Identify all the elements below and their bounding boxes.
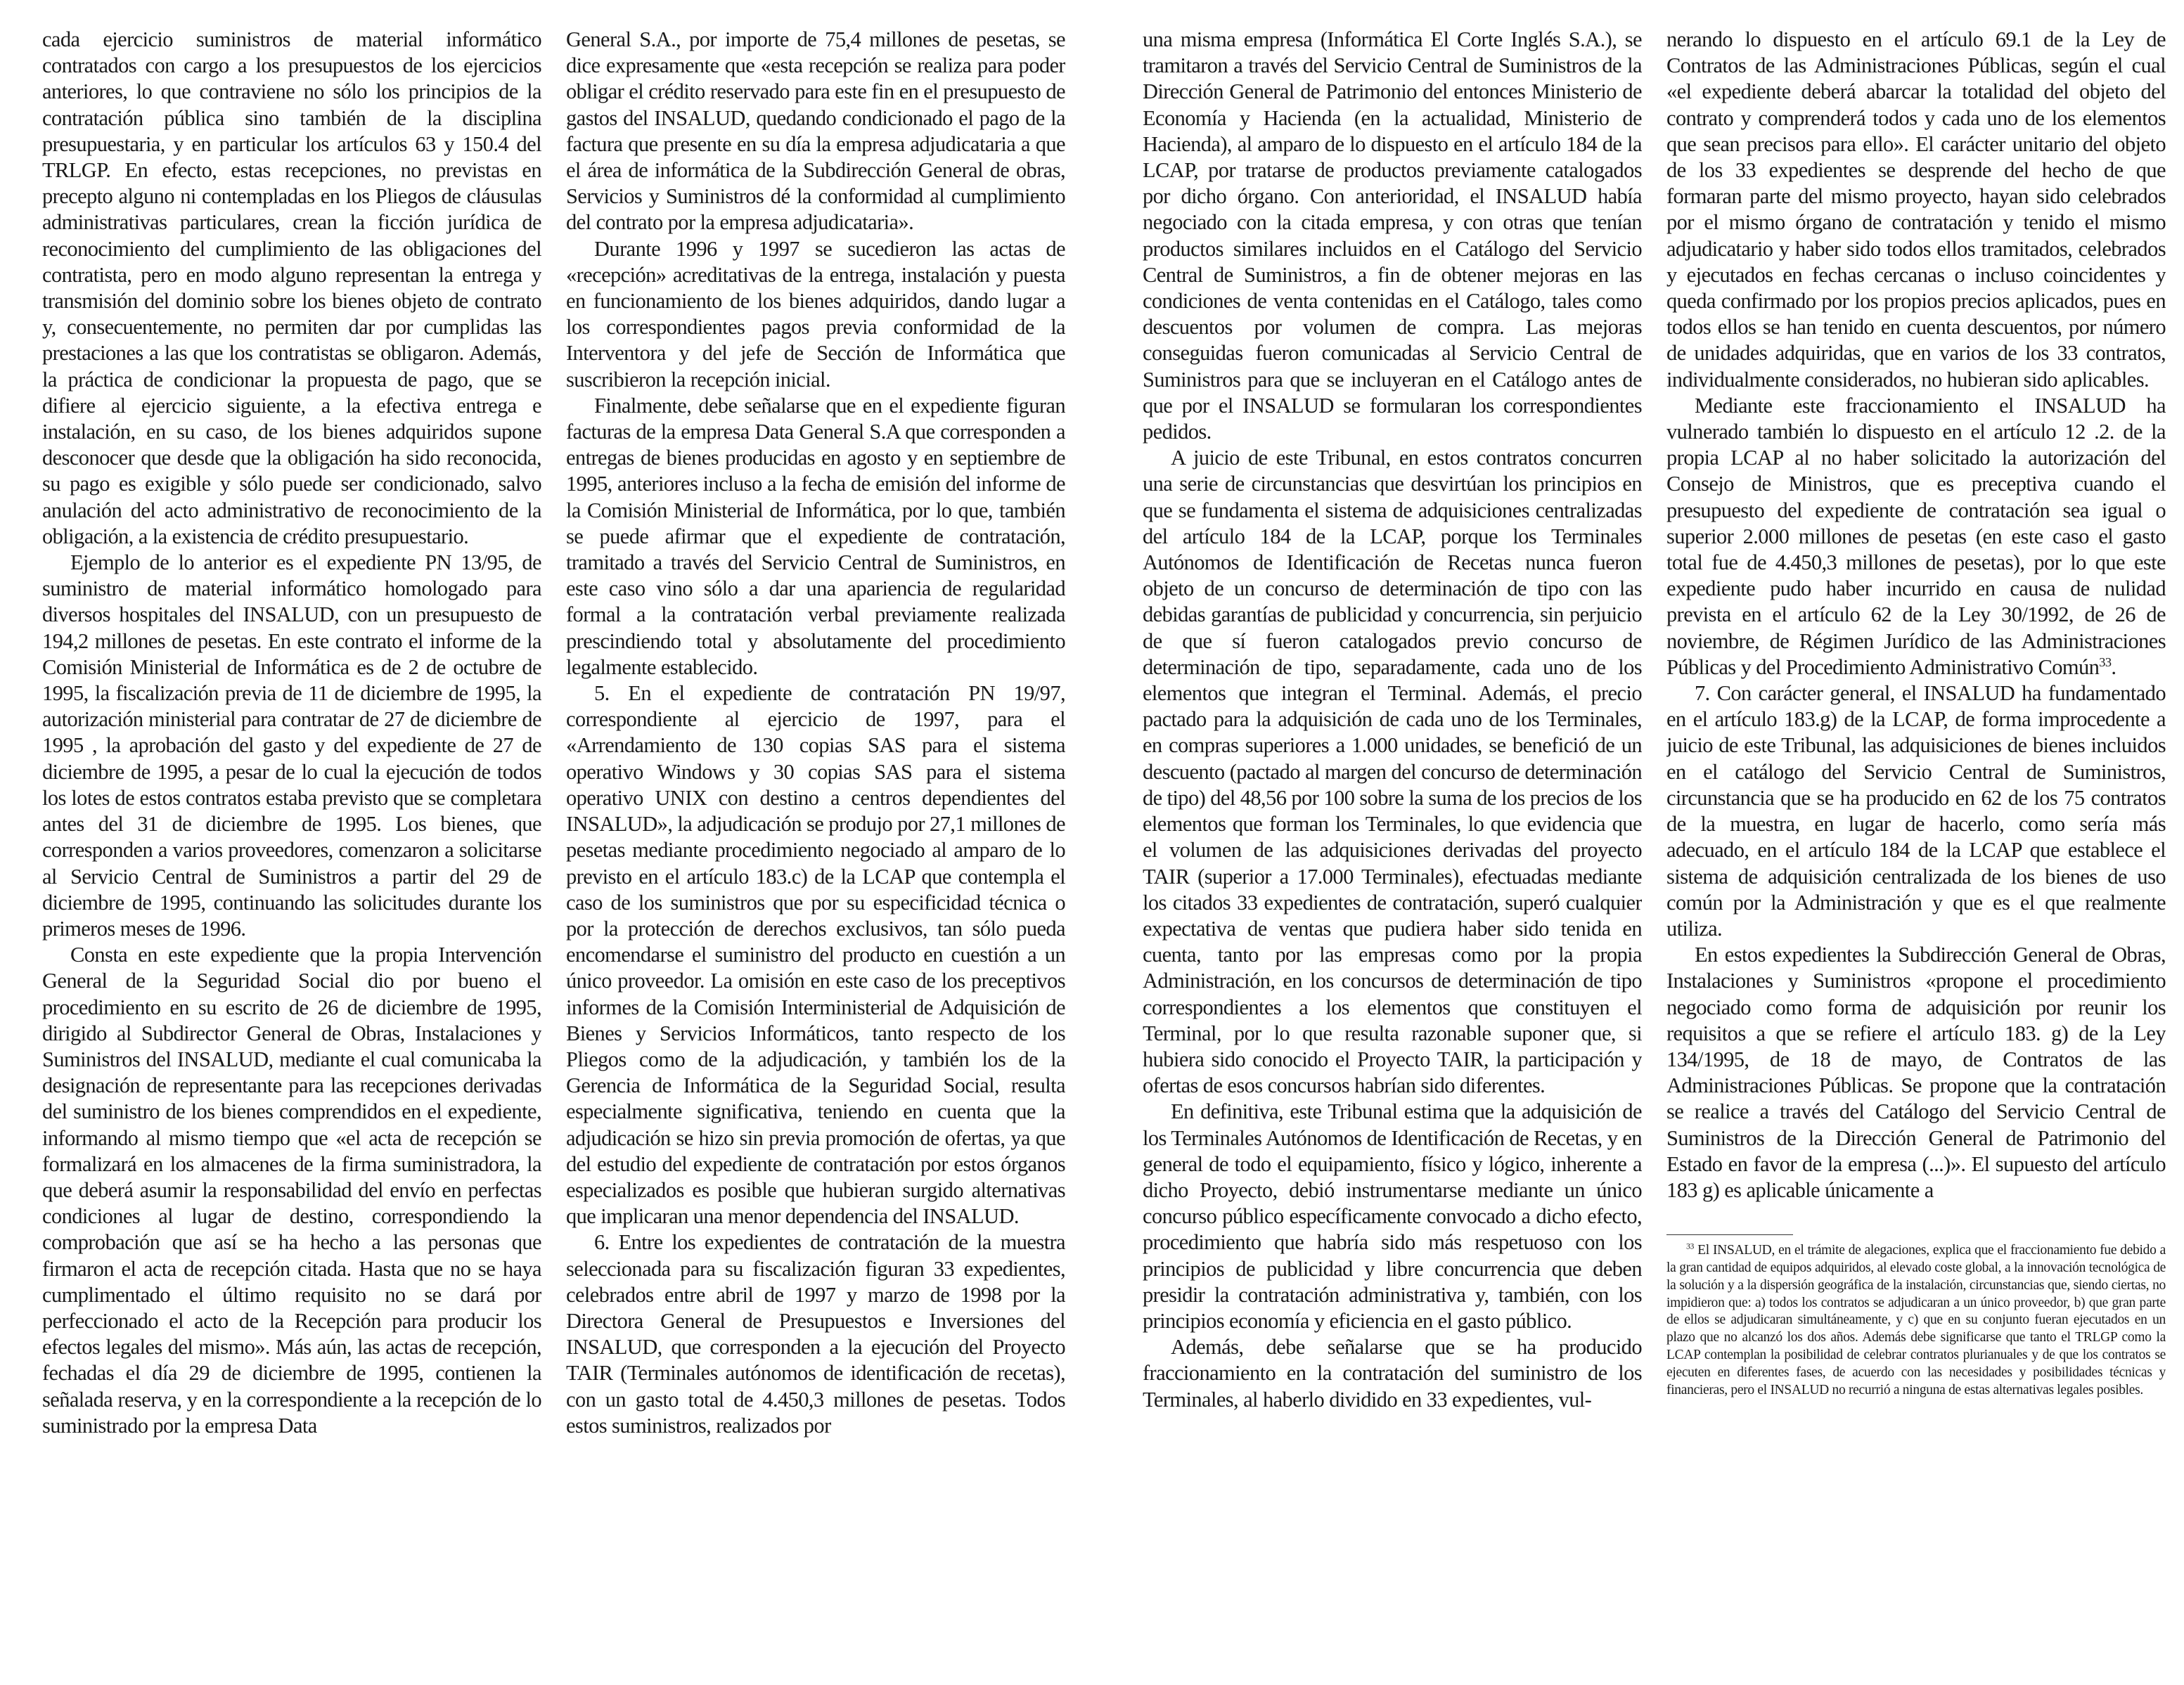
text-column — [566, 27, 1065, 1672]
paragraph-text: una misma empresa (Informática El Corte Inglés S.A.), se tramitaron a través del Servicio Central de Suministros de la Dirección General de Patrimonio del entonces Ministerio de Economía y Hacienda (en la actualidad, Ministerio de Hacienda), al amparo de lo dispuesto en el artículo 184 de la LCAP, por tratarse de productos previamente catalogados por dicho órgano. Con anterioridad, el INSALUD había negociado con la citada empresa, y con otras que tenían productos similares incluidos en el Catálogo del Servicio Central de Suministros, a fin de obtener mejoras en las condiciones de venta contenidas en el Catálogo, tales como descuentos por volumen de compra. Las mejoras conseguidas fueron comunicadas al Servicio Central de Suministros para que se incluyeran en el Catálogo antes de que por el INSALUD se formularan los correspondientes pedidos. — [1143, 27, 1642, 444]
paragraph — [42, 27, 541, 550]
paragraph-text: 6. Entre los expedientes de contratación de la muestra seleccionada para su fiscalización figuran 33 expedientes, celebrados entre abril de 1997 y marzo de 1998 por la Directora General de Presupuestos e Inversiones del INSALUD, que corresponden a la ejecución del Proyecto TAIR (Terminales autónomos de identificación de recetas), con un gasto total de 4.450,3 millones de pesetas. Todos estos suministros, realizados por — [566, 1230, 1065, 1438]
paragraph-text: Finalmente, debe señalarse que en el expediente figuran facturas de la empresa Data General S.A que corresponden a entregas de bienes producidas en agosto y en septiembre de 1995, anteriores incluso a la fecha de emisión del informe de la Comisión Ministerial de Informática, por lo que, también se puede afirmar que el expediente de contratación, tramitado a través del Servicio Central de Suministros, en este caso vino sólo a dar una apariencia de regularidad formal a la contratación verbal previamente realizada prescindiendo total y absolutamente del procedimiento legalmente establecido. — [566, 393, 1065, 679]
paragraph-text: General S.A., por importe de 75,4 millones de pesetas, se dice expresamente que «esta recepción se realiza para poder obligar el crédito reservado para este fin en el presupuesto de gastos del INSALUD, quedando condicionado el pago de la factura que presente en su día la empresa adjudicataria a que el área de informática de la Subdirección General de obras, Servicios y Suministros dé la conformidad al cumplimiento del contrato por la empresa adjudicataria». — [566, 27, 1065, 235]
footnote-number: 33 — [1686, 1241, 1695, 1251]
paragraph-text: Además, debe señalarse que se ha producido fraccionamiento en la contratación del suministro de los Terminales, al haberlo dividido en 33 expedientes, vul- — [1143, 1335, 1642, 1412]
paragraph — [1143, 1334, 1642, 1413]
paragraph-text: 5. En el expediente de contratación PN 19/97, correspondiente al ejercicio de 1997, para el «Arrendamiento de 130 copias SAS para el sistema operativo Windows y 30 copias SAS para el sistema operativo UNIX con destino a centros dependientes del INSALUD», la adjudicación se produjo por 27,1 millones de pesetas mediante procedimiento negociado al amparo de lo previsto en el artículo 183.c) de la LCAP que contempla el caso de los suministros que por su especificidad técnica o por la protección de derechos exclusivos, tan sólo pueda encomendarse el suministro del producto en cuestión a un único proveedor. La omisión en este caso de los preceptivos informes de la Comisión Interministerial de Adquisición de Bienes y Servicios Informáticos, tanto respecto de los Pliegos como de la adjudicación, y también los de la Gerencia de Informática de la Seguridad Social, resulta especialmente significativa, teniendo en cuenta que la adjudicación se hizo sin previa promoción de ofertas, ya que del estudio del expediente de contratación por estos órganos especializados es posible que hubieran surgido alternativas que implicaran una menor dependencia del INSALUD. — [566, 681, 1065, 1229]
paragraph — [1143, 445, 1642, 1099]
paragraph-text: cada ejercicio suministros de material informático contratados con cargo a los presupuestos de los ejercicios anteriores, lo que contraviene no sólo los principios de la contratación pública sino también de la disciplina presupuestaria, y en particular los artículos 63 y 150.4 del TRLGP. En efecto, estas recepciones, no previstas en precepto alguno ni contempladas en los Pliegos de cláusulas administrativas particulares, crean la ficción jurídica de reconocimiento del cumplimiento de las obligaciones del contratista, pero en modo alguno representan la entrega y transmisión del dominio sobre los bienes objeto de contrato y, consecuentemente, no permiten dar por cumplidas las prestaciones a las que los contratistas se obligaron. Además, la práctica de condicionar la propuesta de pago, que se difiere al ejercicio siguiente, a la efectiva entrega e instalación, en su caso, de los bienes adquiridos supone desconocer que desde que la obligación ha sido reconocida, su pago es exigible y sólo puede ser condicionado, salvo anulación del acto administrativo de reconocimiento de la obligación, a la existencia de crédito presupuestario. — [42, 27, 541, 548]
paragraph: Mediante este fraccionamiento el INSALUD ha vulnerado también lo dispuesto en el artículo 12 .2. de la propia LCAP al no haber solicitado la autorización del Consejo de Ministros, que es preceptiva cuando el presupuesto del expediente de contratación sea igual o superior 2.000 millones de pesetas (en este caso el gasto total fue de 4.450,3 millones de pesetas), por lo que este expediente pudo haber incurrido en causa de nulidad prevista en el artículo 62 de la Ley 30/1992, de 26 de noviembre, de Régimen Jurídico de las Administraciones Públicas y del Procedimiento Administrativo Común$^{33}$. — [1666, 393, 2166, 679]
footnote-area — [1666, 1234, 2166, 1399]
text-column — [42, 27, 541, 1672]
paragraph-text: Mediante este fraccionamiento el INSALUD ha vulnerado también lo dispuesto en el artículo 12 .2. de la propia LCAP al no haber solicitado la autorización del Consejo de Ministros, que es preceptiva cuando el presupuesto del expediente de contratación sea igual o superior 2.000 millones de pesetas (en este caso el gasto total fue de 4.450,3 millones de pesetas), por lo que este expediente pudo haber incurrido en causa de nulidad prevista en el artículo 62 de la Ley 30/1992, de 26 de noviembre, de Régimen Jurídico de las Administraciones Públicas y del Procedimiento Administrativo Común — [1666, 393, 2166, 679]
paragraph — [42, 942, 541, 1439]
paragraph — [1143, 1099, 1642, 1334]
paragraph — [1143, 27, 1642, 445]
paragraph — [1666, 942, 2166, 1203]
paragraph — [1666, 27, 2166, 393]
paragraph — [566, 680, 1065, 1229]
paragraph — [566, 27, 1065, 236]
paragraph — [566, 236, 1065, 393]
footnote-reference: 33 — [2099, 654, 2112, 669]
footnote-text: El INSALUD, en el trámite de alegaciones, explica que el fraccionamiento fue debido a la gran cantidad de equipos adquiridos, al elevado coste global, a la innovación tecnológica de la solución y a la dispersión geográfica de la instalación, circunstancias que, siendo ciertas, no impidieron que: a) todos los contratos se adjudicaran a un único proveedor, b) que gran parte de ellos se adjudicaran simultáneamente, y c) que en su conjunto fueran ejecutados en un plazo que no alcanzó los dos años. Además debe significarse que tanto el TRLGP como la LCAP contemplan la posibilidad de celebrar contratos plurianuales y de que los contratos se ejecuten en diferentes fases, de acuerdo con las necesidades y posibilidades técnicas y financieras, pero el INSALUD no recurrió a ninguna de estas alternativas legales posibles. — [1666, 1243, 2166, 1397]
paragraph-text: A juicio de este Tribunal, en estos contratos concurren una serie de circunstancias que desvirtúan los principios en que se fundamenta el sistema de adquisiciones centralizadas del artículo 184 de la LCAP, porque los Terminales Autónomos de Identificación de Recetas nunca fueron objeto de un concurso de determinación de tipo con las debidas garantías de publicidad y concurrencia, sin perjuicio de que sí fueron catalogados previo concurso de determinación de tipo, separadamente, cada uno de los elementos que integran el Terminal. Además, el precio pactado para la adquisición de cada uno de los Terminales, en compras superiores a 1.000 unidades, se benefició de un descuento (pactado al margen del concurso de determinación de tipo) del 48,56 por 100 sobre la suma de los precios de los elementos que forman los Terminales, lo que evidencia que el volumen de las adquisiciones derivadas del proyecto TAIR (superior a 17.000 Terminales), efectuadas mediante los citados 33 expedientes de contratación, superó cualquier expectativa de ventas que pudiera haber sido tenida en cuenta, tanto por las empresas como por la propia Administración, en los concursos de determinación de tipo correspondientes a los elementos que constituyen el Terminal, por lo que resulta razonable suponer que, si hubiera sido conocido el Proyecto TAIR, la participación y ofertas de esos concursos habrían sido diferentes. — [1143, 446, 1642, 1098]
text-column — [1666, 27, 2166, 1672]
paragraph — [566, 1229, 1065, 1439]
footnote-divider — [1666, 1234, 1793, 1235]
paragraph-text: nerando lo dispuesto en el artículo 69.1 de la Ley de Contratos de las Administraciones Públicas, según el cual «el expediente deberá abarcar la totalidad del objeto del contrato y comprenderá todos y cada uno de los elementos que sean precisos para ello». El carácter unitario del objeto de los 33 expedientes se desprende del hecho de que formaran parte del mismo proyecto, hayan sido celebrados por el mismo órgano de contratación y tenido el mismo adjudicatario y haber sido todos ellos tramitados, celebrados y ejecutados en fechas cercanas o incluso coincidentes y queda confirmado por los propios precios aplicados, pues en todos ellos se han tenido en cuenta descuentos, por número de unidades adquiridas, que en varios de los 33 contratos, individualmente considerados, no hubieran sido aplicables. — [1666, 27, 2166, 392]
paragraph-text: Ejemplo de lo anterior es el expediente PN 13/95, de suministro de material informático homologado para diversos hospitales del INSALUD, con un presupuesto de 194,2 millones de pesetas. En este contrato el informe de la Comisión Ministerial de Informática es de 2 de octubre de 1995, la fiscalización previa de 11 de diciembre de 1995, la autorización ministerial para contratar de 27 de diciembre de 1995 , la aprobación del gasto y del expediente de 27 de diciembre de 1995, a pesar de lo cual la ejecución de todos los lotes de estos contratos estaba previsto que se completara antes del 31 de diciembre de 1995. Los bienes, que corresponden a varios proveedores, comenzaron a solicitarse al Servicio Central de Suministros a partir del 29 de diciembre de 1995, continuando las solicitudes durante los primeros meses de 1996. — [42, 550, 541, 941]
paragraph-text: Consta en este expediente que la propia Intervención General de la Seguridad Social dio por bueno el procedimiento en su escrito de 26 de diciembre de 1995, dirigido al Subdirector General de Obras, Instalaciones y Suministros del INSALUD, mediante el cual comunicaba la designación de representante para las recepciones derivadas del suministro de los bienes comprendidos en el expediente, informando al mismo tiempo que «el acta de recepción se formalizará en los almacenes de la firma suministradora, la que deberá asumir la responsabilidad del envío en perfectas condiciones al lugar de destino, correspondiendo la comprobación que así se ha hecho a las personas que firmaron el acta de recepción citada. Hasta que no se haya cumplimentado el último requisito no se dará por perfeccionado el acto de la Recepción para producir los efectos legales del mismo». Más aún, las actas de recepción, fechadas el día 29 de diciembre de 1995, contienen la señalada reserva, y en la correspondiente a la recepción de lo suministrado por la empresa Data — [42, 943, 541, 1438]
footnote — [1666, 1242, 2166, 1399]
paragraph — [566, 393, 1065, 680]
paragraph-text: 7. Con carácter general, el INSALUD ha fundamentado en el artículo 183.g) de la LCAP, de forma improcedente a juicio de este Tribunal, las adquisiciones de bienes incluidos en el catálogo del Servicio Central de Suministros, circunstancia que se ha producido en 62 de los 75 contratos de la muestra, en lugar de hacerlo, como sería más adecuado, en el artículo 184 de la LCAP que establece el sistema de adquisición centralizada de los bienes de uso común por la Administración y que es el que realmente utiliza. — [1666, 681, 2166, 941]
paragraph — [1666, 680, 2166, 942]
paragraph-text: En definitiva, este Tribunal estima que la adquisición de los Terminales Autónomos de Identificación de Recetas, y en general de todo el equipamiento, físico y lógico, inherente a dicho Proyecto, debió instrumentarse mediante un único concurso público específicamente convocado a dicho efecto, procedimiento que habría sido más respetuoso con los principios de publicidad y libre concurrencia que deben presidir la contratación administrativa y, también, con los principios economía y eficiencia en el gasto público. — [1143, 1099, 1642, 1333]
paragraph — [42, 550, 541, 942]
paragraph-text: En estos expedientes la Subdirección General de Obras, Instalaciones y Suministros «propone el procedimiento negociado como forma de adquisición por reunir los requisitos a que se refiere el artículo 183. g) de la Ley 134/1995, de 18 de mayo, de Contratos de las Administraciones Públicas. Se propone que la contratación se realice a través del Catálogo del Servicio Central de Suministros de la Dirección General de Patrimonio del Estado en favor de la empresa (...)». El supuesto del artículo 183 g) es aplicable únicamente a — [1666, 943, 2166, 1202]
text-column — [1143, 27, 1642, 1672]
right-page — [1143, 27, 2166, 1672]
left-page — [42, 27, 1065, 1672]
paragraph-text: Durante 1996 y 1997 se sucedieron las actas de «recepción» acreditativas de la entrega, instalación y puesta en funcionamiento de los bienes adquiridos, dando lugar a los correspondientes pagos previa conformidad de la Interventora y del jefe de Sección de Informática que suscribieron la recepción inicial. — [566, 236, 1065, 392]
